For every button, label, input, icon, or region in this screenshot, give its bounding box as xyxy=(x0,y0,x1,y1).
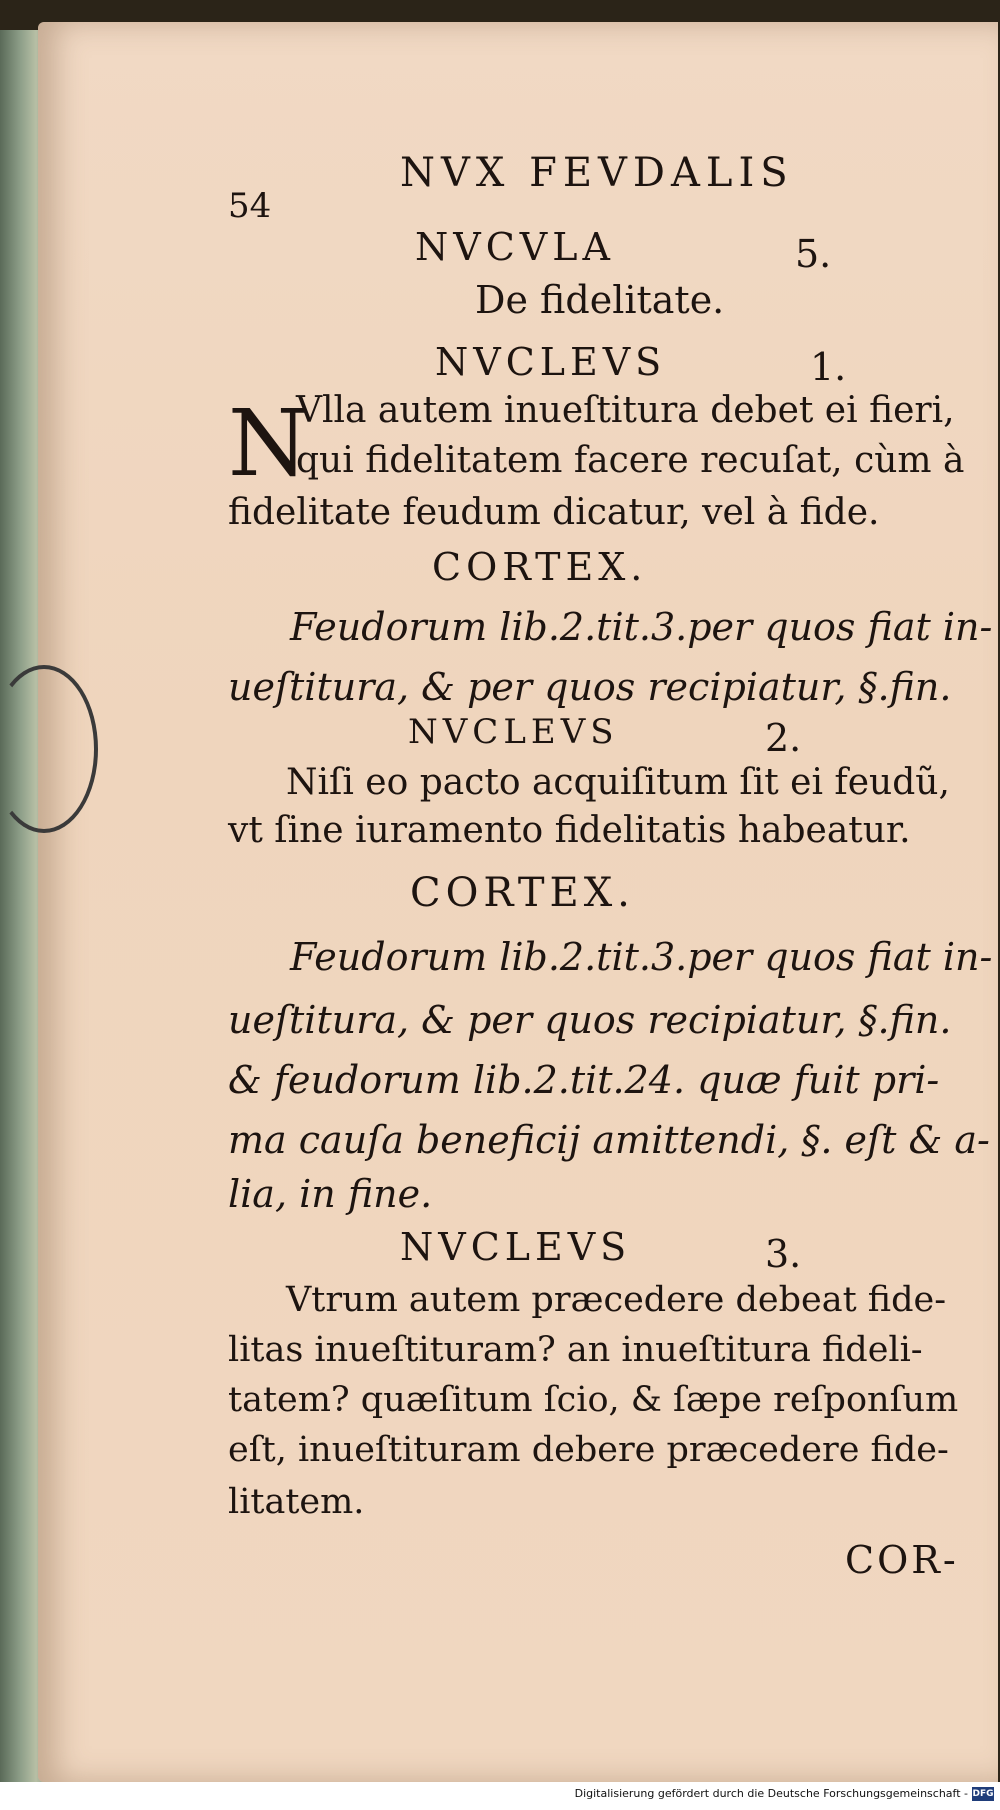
cortex1-line2: ueſtitura, & per quos recipiatur, §.fin. xyxy=(228,665,952,709)
cortex2-line1: Feudorum lib.2.tit.3.per quos fiat in- xyxy=(290,935,993,979)
nucleus1-line2: qui fidelitatem facere recuſat, cùm à xyxy=(296,440,965,481)
nucleus2-heading: NVCLEVS xyxy=(408,712,619,752)
nucula-number: 5. xyxy=(795,232,832,276)
nucleus1-number: 1. xyxy=(810,345,847,389)
nucleus1-line3: fidelitate feudum dicatur, vel à fide. xyxy=(228,492,880,533)
nucleus3-number: 3. xyxy=(765,1232,802,1276)
dfg-logo-icon: DFG xyxy=(972,1789,994,1799)
nucula-subtitle: De fidelitate. xyxy=(475,278,725,322)
cortex2-line4: ma cauſa beneficij amittendi, §. eſt & a- xyxy=(228,1118,990,1162)
cortex1-heading: CORTEX. xyxy=(432,545,648,589)
running-title: NVX FEVDALIS xyxy=(400,150,794,196)
nucleus2-number: 2. xyxy=(765,716,802,760)
cortex1-line1: Feudorum lib.2.tit.3.per quos fiat in- xyxy=(290,605,993,649)
nucula-heading: NVCVLA xyxy=(415,225,615,269)
nucleus3-line1: Vtrum autem præcedere debeat fide- xyxy=(286,1280,947,1320)
nucleus2-line1: Niſi eo pacto acquiſitum ſit ei feudũ, xyxy=(286,762,950,803)
nucleus3-line3: tatem? quæſitum ſcio, & ſæpe reſponſum xyxy=(228,1380,959,1420)
footer-bar xyxy=(0,1782,1000,1810)
nucleus2-line2: vt ſine iuramento fidelitatis habeatur. xyxy=(228,810,911,851)
cortex2-heading: CORTEX. xyxy=(410,870,635,916)
nucleus3-heading: NVCLEVS xyxy=(400,1225,632,1269)
nucleus3-line2: litas inueſtituram? an inueſtitura fideli- xyxy=(228,1330,923,1370)
nucleus1-line1: Vlla autem inueſtitura debet ei fieri, xyxy=(296,390,955,431)
nucleus1-heading: NVCLEVS xyxy=(435,340,667,384)
dropcap-letter: N xyxy=(228,390,309,497)
nucleus3-line5: litatem. xyxy=(228,1482,365,1522)
cortex2-line2: ueſtitura, & per quos recipiatur, §.fin. xyxy=(228,998,952,1042)
cortex2-line5: lia, in fine. xyxy=(228,1172,433,1216)
page-number: 54 xyxy=(228,186,272,226)
footer-credit: Digitalisierung gefördert durch die Deutsche Forschungsgemeinschaft - xyxy=(574,1787,968,1800)
cortex2-line3: & feudorum lib.2.tit.24. quæ fuit pri- xyxy=(228,1058,940,1102)
catchword: COR- xyxy=(845,1538,959,1582)
nucleus3-line4: eſt, inueſtituram debere præcedere fide- xyxy=(228,1430,949,1470)
